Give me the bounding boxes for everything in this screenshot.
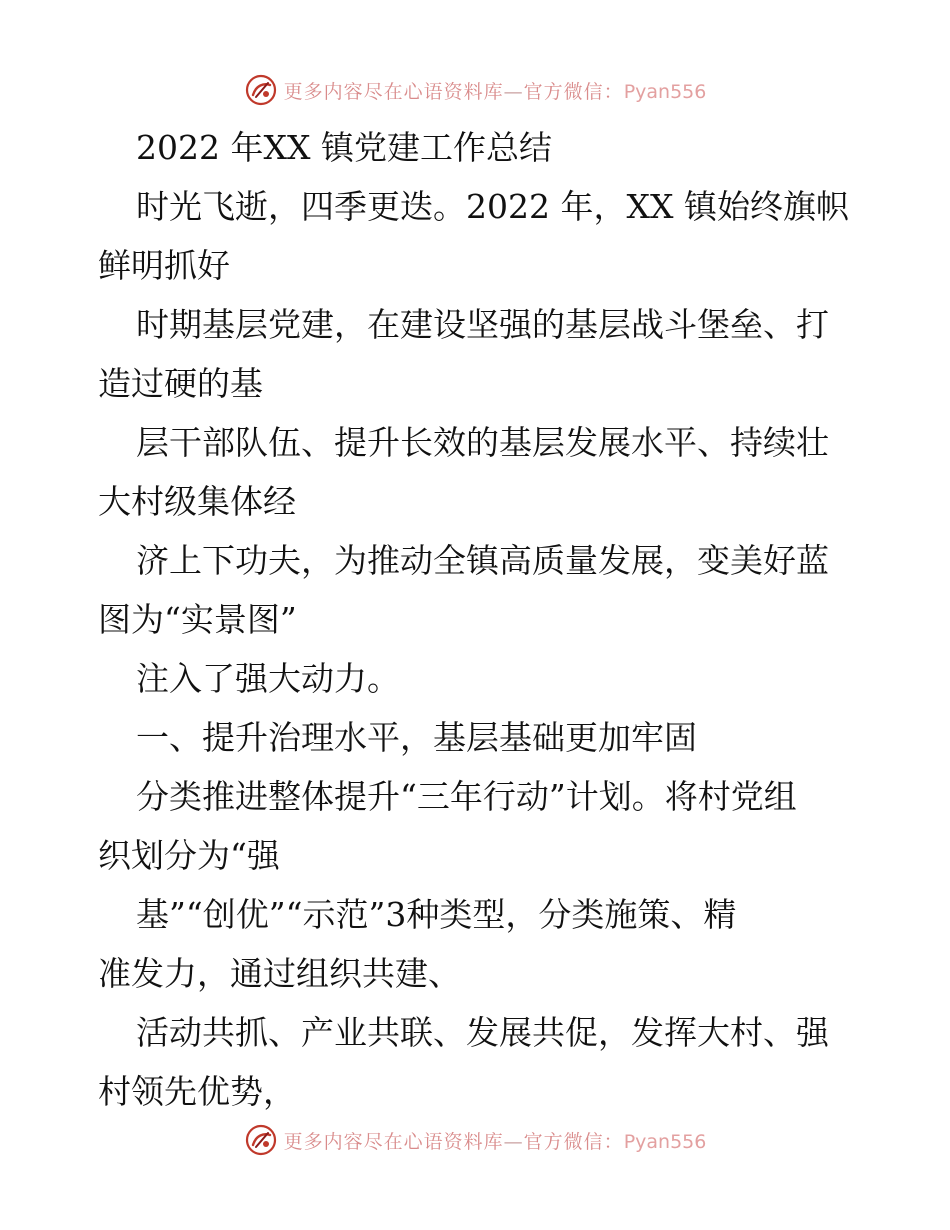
header-separator: — bbox=[503, 80, 524, 103]
text-line: 造过硬的基 bbox=[98, 364, 263, 403]
header-watermark bbox=[0, 70, 950, 110]
text-line: 注入了强大动力。 bbox=[136, 659, 400, 698]
text-line: 织划分为“强 bbox=[98, 836, 280, 875]
footer-brand-text: 更多内容尽在心语资料库 bbox=[283, 1130, 504, 1153]
footer-wechat-label: 官方微信： bbox=[523, 1130, 624, 1153]
footer-wechat-id: Pyan556 bbox=[623, 1130, 707, 1153]
text-line: 大村级集体经 bbox=[98, 482, 296, 521]
document-body bbox=[98, 118, 858, 1121]
text-line: 2022 年XX 镇党建工作总结 bbox=[136, 128, 552, 167]
header-wechat-label: 官方微信： bbox=[523, 80, 624, 103]
text-line: 分类推进整体提升“三年行动”计划。将村党组 bbox=[136, 777, 797, 816]
text-line: 一、提升治理水平，基层基础更加牢固 bbox=[136, 718, 697, 757]
text-line: 济上下功夫，为推动全镇高质量发展，变美好蓝 bbox=[136, 541, 829, 580]
text-line: 鲜明抓好 bbox=[98, 246, 230, 285]
text-line: 时光飞逝，四季更迭。2022 年，XX 镇始终旗帜 bbox=[136, 187, 849, 226]
footer-separator: — bbox=[503, 1130, 524, 1153]
text-line: 村领先优势， bbox=[98, 1072, 296, 1111]
footer-watermark bbox=[0, 1120, 950, 1160]
header-brand-text: 更多内容尽在心语资料库 bbox=[283, 80, 504, 103]
text-line: 时期基层党建，在建设坚强的基层战斗堡垒、打 bbox=[136, 305, 829, 344]
brand-logo-icon bbox=[244, 1123, 278, 1157]
header-wechat-id: Pyan556 bbox=[623, 80, 707, 103]
text-line: 图为“实景图” bbox=[98, 600, 297, 639]
text-line: 准发力，通过组织共建、 bbox=[98, 954, 461, 993]
text-line: 基”“创优”“示范”3种类型，分类施策、精 bbox=[136, 895, 737, 934]
brand-logo-icon bbox=[244, 73, 278, 107]
text-line: 层干部队伍、提升长效的基层发展水平、持续壮 bbox=[136, 423, 829, 462]
text-line: 活动共抓、产业共联、发展共促，发挥大村、强 bbox=[136, 1013, 829, 1052]
